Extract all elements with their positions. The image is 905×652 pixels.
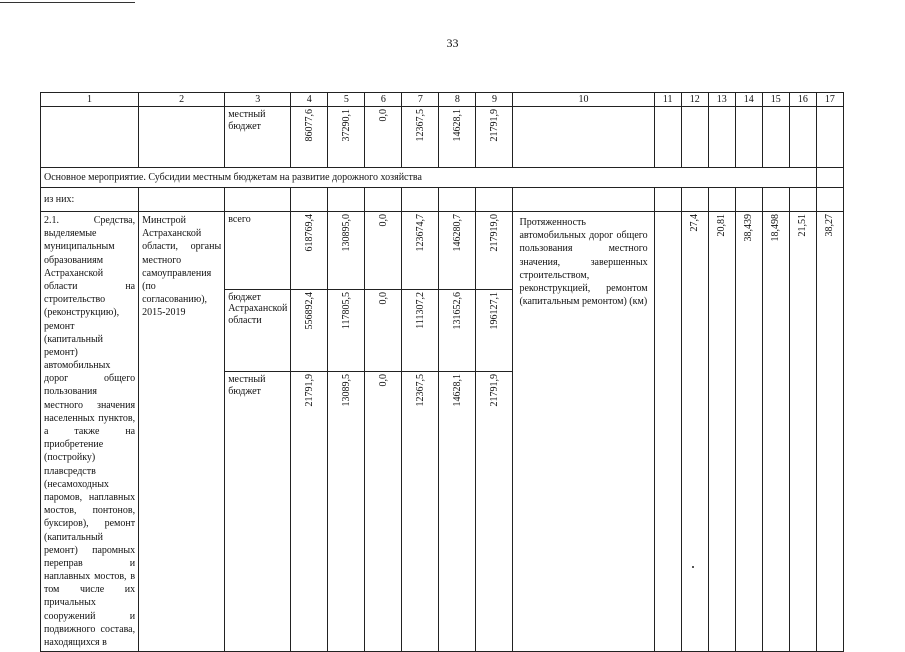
empty-cell <box>735 107 762 168</box>
value-text: 14628,1 <box>451 109 463 142</box>
value-text: 0,0 <box>377 374 389 387</box>
col-header-14: 14 <box>735 93 762 107</box>
indicator-value-cell <box>681 212 708 652</box>
empty-cell <box>681 188 708 212</box>
value-cell <box>291 107 328 168</box>
empty-cell <box>41 107 139 168</box>
empty-cell <box>439 188 476 212</box>
item-name: 2.1. Средства, выделяемые муниципальным образованиям Астраханской области на строительство (реконструкцию), ремонт (капитальный ремонт) автомобильных дорог общего пользования местного значения населенных пунктов, а также на приобретение (постройку) плавсредств (несамоходных паромов, наплавных мостов, понтонов, буксиров), ремонт (капитальный ремонт) паромных переправ и наплавных мостов, в том числе их причальных сооружений и подвижного состава, находящихся в <box>41 212 139 652</box>
value-cell <box>365 107 402 168</box>
value-cell <box>365 372 402 652</box>
col-header-5: 5 <box>328 93 365 107</box>
col-header-9: 9 <box>476 93 513 107</box>
empty-cell <box>816 168 843 188</box>
table-row-section-title <box>41 168 844 188</box>
value-cell <box>439 289 476 372</box>
empty-cell <box>513 188 654 212</box>
col-header-13: 13 <box>708 93 735 107</box>
empty-cell <box>708 188 735 212</box>
col-header-7: 7 <box>402 93 439 107</box>
col-header-4: 4 <box>291 93 328 107</box>
indicator-value: 27,4 <box>688 214 700 232</box>
empty-cell <box>762 107 789 168</box>
value-cell <box>328 289 365 372</box>
empty-cell <box>365 188 402 212</box>
value-text: 12367,5 <box>414 109 426 142</box>
value-text: 0,0 <box>377 214 389 227</box>
col-header-15: 15 <box>762 93 789 107</box>
value-cell <box>291 212 328 290</box>
funding-source: местный бюджет <box>225 372 291 652</box>
empty-cell <box>513 107 654 168</box>
value-cell <box>402 107 439 168</box>
value-text: 123674,7 <box>414 214 426 252</box>
value-text: 0,0 <box>377 109 389 122</box>
empty-cell <box>789 188 816 212</box>
empty-cell <box>735 188 762 212</box>
empty-cell <box>476 188 513 212</box>
value-cell <box>439 372 476 652</box>
value-text: 556892,4 <box>303 291 315 330</box>
budget-table <box>40 92 844 652</box>
empty-cell <box>708 107 735 168</box>
column-header-row <box>41 93 844 107</box>
empty-cell <box>291 188 328 212</box>
value-cell <box>439 212 476 290</box>
value-text: 13089,5 <box>340 374 352 407</box>
empty-cell <box>328 188 365 212</box>
indicator-value-cell <box>762 212 789 652</box>
table-row-local-budget-carryover <box>41 107 844 168</box>
indicator-value-cell <box>708 212 735 652</box>
value-text: 618769,4 <box>303 214 315 252</box>
value-cell <box>402 289 439 372</box>
value-cell <box>476 372 513 652</box>
scan-speck <box>692 566 694 568</box>
col-header-6: 6 <box>365 93 402 107</box>
indicator-value-cell <box>816 212 843 652</box>
funding-source: всего <box>225 212 291 290</box>
empty-cell <box>654 188 681 212</box>
empty-cell <box>654 212 681 652</box>
indicator-value: 38,439 <box>743 214 754 242</box>
empty-cell <box>816 188 843 212</box>
value-text: 146280,7 <box>451 214 463 252</box>
value-text: 37290,1 <box>340 109 352 142</box>
col-header-3: 3 <box>225 93 291 107</box>
value-text: 217919,0 <box>488 214 500 252</box>
col-header-1: 1 <box>41 93 139 107</box>
col-header-11: 11 <box>654 93 681 107</box>
value-text: 196127,1 <box>488 291 500 330</box>
value-cell <box>291 372 328 652</box>
value-text: 21791,9 <box>303 374 315 407</box>
col-header-12: 12 <box>681 93 708 107</box>
table-row-of-which <box>41 188 844 212</box>
value-cell <box>402 372 439 652</box>
value-text: 86077,6 <box>303 109 315 142</box>
value-cell <box>291 289 328 372</box>
of-which-label: из них: <box>41 188 139 212</box>
empty-cell <box>225 188 291 212</box>
value-cell <box>365 212 402 290</box>
empty-cell <box>816 107 843 168</box>
indicator-value: 21,51 <box>797 214 809 237</box>
indicator-value: 18,498 <box>770 214 782 242</box>
empty-cell <box>139 107 225 168</box>
top-rule <box>0 2 135 3</box>
funding-source: местный бюджет <box>225 107 291 168</box>
indicator-value-cell <box>789 212 816 652</box>
indicator-description: Протяженность автомобильных дорог общего пользования местного значения, завершенных строительством, реконструкцией, ремонтом (капитальным ремонтом) (км) <box>513 212 654 652</box>
value-cell <box>328 372 365 652</box>
value-text: 21791,9 <box>488 374 500 407</box>
page-number: 33 <box>446 36 459 50</box>
value-text: 21791,9 <box>488 109 500 142</box>
value-cell <box>365 289 402 372</box>
value-cell <box>476 212 513 290</box>
indicator-value: 38,27 <box>824 214 836 237</box>
value-text: 0,0 <box>377 291 389 305</box>
value-text: 12367,5 <box>414 374 426 407</box>
col-header-17: 17 <box>816 93 843 107</box>
value-cell <box>328 107 365 168</box>
indicator-value: 20,81 <box>715 214 727 237</box>
table-row-item-total <box>41 212 844 290</box>
col-header-10: 10 <box>513 93 654 107</box>
value-cell <box>439 107 476 168</box>
empty-cell <box>139 188 225 212</box>
value-text: 130895,0 <box>340 214 352 252</box>
value-cell <box>328 212 365 290</box>
empty-cell <box>789 107 816 168</box>
empty-cell <box>681 107 708 168</box>
empty-cell <box>654 107 681 168</box>
value-text: 131652,6 <box>451 291 463 330</box>
item-executor: Минстрой Астраханской области, органы местного самоуправления (по согласованию), 2015-2019 <box>139 212 225 652</box>
value-cell <box>476 107 513 168</box>
value-cell <box>476 289 513 372</box>
value-text: 14628,1 <box>451 374 463 407</box>
empty-cell <box>762 188 789 212</box>
empty-cell <box>402 188 439 212</box>
col-header-16: 16 <box>789 93 816 107</box>
col-header-8: 8 <box>439 93 476 107</box>
funding-source: бюджет Астраханской области <box>225 289 291 372</box>
section-title: Основное мероприятие. Субсидии местным бюджетам на развитие дорожного хозяйства <box>41 168 817 188</box>
value-text: 117805,5 <box>340 291 352 329</box>
indicator-value-cell <box>735 212 762 652</box>
value-text: 111307,2 <box>414 291 426 329</box>
col-header-2: 2 <box>139 93 225 107</box>
value-cell <box>402 212 439 290</box>
